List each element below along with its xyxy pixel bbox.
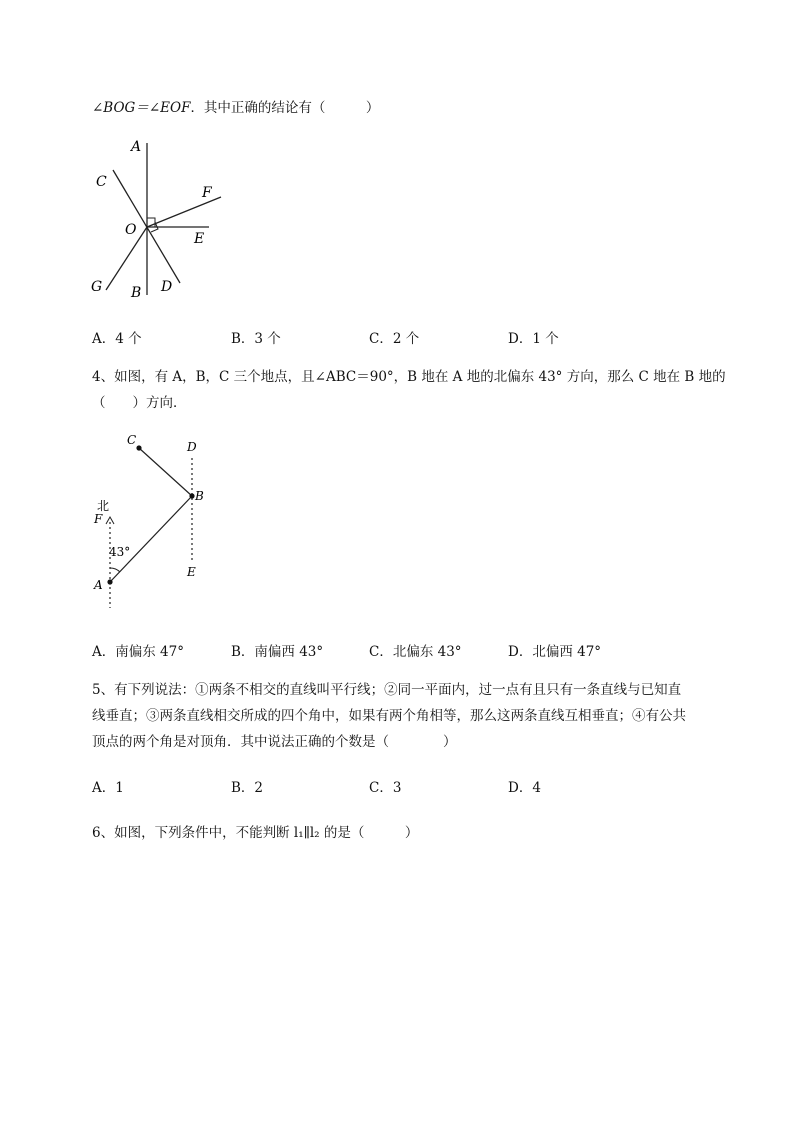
q5-option-b[interactable]: B．2 xyxy=(231,780,264,796)
q5-option-c[interactable]: C．3 xyxy=(369,780,402,796)
q3-figure xyxy=(85,135,235,305)
q3-option-d[interactable]: D．1 个 xyxy=(508,331,559,347)
point-c xyxy=(136,445,141,450)
q5-line-1: 5、有下列说法：①两条不相交的直线叫平行线；②同一平面内，过一点有且只有一条直线与已知直 xyxy=(92,682,682,698)
q3-option-a[interactable]: A．4 个 xyxy=(92,331,142,347)
angle-arc-43 xyxy=(110,568,120,572)
segment-bc xyxy=(139,448,192,496)
q5-line-3: 顶点的两个角是对顶角．其中说法正确的个数是（ ） xyxy=(92,734,457,750)
segment-ab xyxy=(110,496,192,582)
label-e: E xyxy=(194,231,205,247)
q3-option-b[interactable]: B．3 个 xyxy=(231,331,281,347)
point-a xyxy=(107,579,112,584)
q4-option-d[interactable]: D．北偏西 47° xyxy=(508,644,602,660)
q5-line-2: 线垂直；③两条直线相交所成的四个角中，如果有两个角相等，那么这两条直线互相垂直；④有公共 xyxy=(92,708,686,724)
q3-question-text: ．其中正确的结论有（ ） xyxy=(190,100,380,116)
q4-option-a[interactable]: A．南偏东 47° xyxy=(92,644,184,660)
label-b: B xyxy=(195,489,204,503)
q5-option-a[interactable]: A．1 xyxy=(92,780,124,796)
label-f: F xyxy=(202,185,212,201)
q3-angle-expression: ∠BOG＝∠EOF xyxy=(92,100,191,116)
label-c: C xyxy=(96,174,107,190)
q4-figure xyxy=(85,430,225,610)
label-e: E xyxy=(187,565,196,579)
label-b: B xyxy=(131,285,142,301)
label-o: O xyxy=(125,222,137,238)
label-d: D xyxy=(161,279,173,295)
label-g: G xyxy=(91,279,103,295)
q4-line-1: 4、如图，有 A，B，C 三个地点，且∠ABC＝90°，B 地在 A 地的北偏东 43° 方向，那么 C 地在 B 地的 xyxy=(92,369,726,385)
q4-option-b[interactable]: B．南偏西 43° xyxy=(231,644,324,660)
label-c: C xyxy=(127,433,137,447)
label-d: D xyxy=(187,440,197,454)
q5-option-d[interactable]: D．4 xyxy=(508,780,541,796)
q3-conclusion-line xyxy=(92,100,379,116)
label-f: F xyxy=(94,512,103,526)
q4-line-2: （ ）方向． xyxy=(92,395,187,411)
label-a: A xyxy=(94,578,103,592)
label-north: 北 xyxy=(97,499,110,513)
q6-line-1: 6、如图，下列条件中，不能判断 l₁∥l₂ 的是（ ） xyxy=(92,825,419,841)
label-angle-43: 43° xyxy=(109,545,131,559)
label-a: A xyxy=(131,139,142,155)
ray-of xyxy=(147,197,221,227)
point-b xyxy=(189,493,194,498)
q3-option-c[interactable]: C．2 个 xyxy=(369,331,420,347)
q4-option-c[interactable]: C．北偏东 43° xyxy=(369,644,462,660)
